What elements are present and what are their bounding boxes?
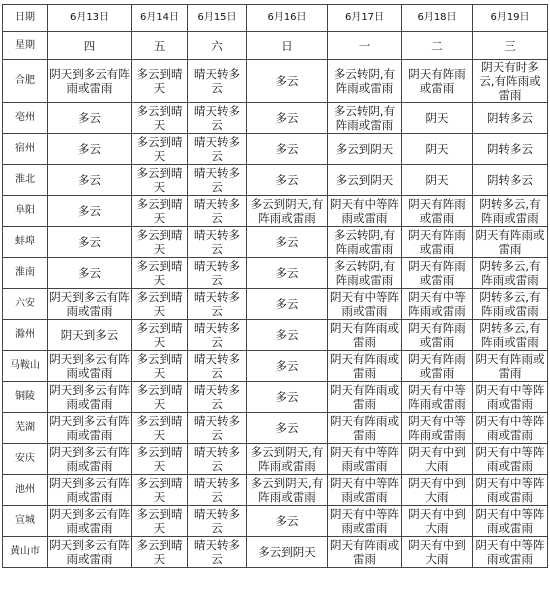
forecast-cell: 晴天转多云: [188, 351, 247, 382]
forecast-cell: 晴天转多云: [188, 320, 247, 351]
forecast-cell: 多云到晴天: [132, 134, 188, 165]
forecast-cell: 阴天有时多云,有阵雨或雷雨: [473, 60, 548, 103]
forecast-cell: 晴天转多云: [188, 165, 247, 196]
weekday-label-cell: 星期: [3, 32, 48, 60]
date-cell: 6月14日: [132, 5, 188, 32]
forecast-cell: 阴转多云: [473, 103, 548, 134]
forecast-cell: 阴天到多云有阵雨或雷雨: [49, 445, 130, 473]
weekday-cell: 五: [132, 32, 188, 60]
forecast-cell: 多云到阴天,有阵雨或雷雨: [247, 444, 328, 475]
forecast-row: [3, 196, 548, 227]
forecast-cell: 阴天: [402, 103, 473, 134]
forecast-cell: 阴天到多云有阵雨或雷雨: [49, 414, 130, 442]
forecast-cell: 阴天有中等阵雨或雷雨: [328, 444, 402, 475]
forecast-cell: 多云到阴天: [328, 165, 402, 196]
forecast-cell: 阴转多云: [473, 165, 548, 196]
weekday-cell: 四: [48, 32, 132, 60]
forecast-cell: 晴天转多云: [188, 475, 247, 506]
forecast-cell: 晴天转多云: [188, 134, 247, 165]
forecast-cell: 多云: [247, 506, 328, 537]
forecast-cell: 多云: [247, 258, 328, 289]
city-name-cell: 宣城: [3, 506, 48, 537]
city-name-cell: 池州: [3, 475, 48, 506]
weekday-cell: 三: [473, 32, 548, 60]
date-cell: 6月13日: [48, 5, 132, 32]
forecast-cell: 多云到晴天: [132, 60, 188, 103]
weekday-cell: 一: [328, 32, 402, 60]
forecast-cell: 阴天有中等阵雨或雷雨: [328, 506, 402, 537]
forecast-cell: 阴天有阵雨或雷雨: [328, 537, 402, 568]
forecast-cell: 阴天有阵雨或雷雨: [328, 351, 402, 382]
forecast-row: [3, 134, 548, 165]
forecast-cell: 阴天到多云有阵雨或雷雨: [49, 383, 130, 411]
forecast-cell: 阴天有阵雨或雷雨: [402, 227, 473, 258]
forecast-cell: 多云: [247, 413, 328, 444]
date-cell: 6月18日: [402, 5, 473, 32]
forecast-cell: 阴天有中等阵雨或雷雨: [328, 289, 402, 320]
forecast-cell: 阴天到多云有阵雨或雷雨: [49, 352, 130, 380]
forecast-cell: 多云到晴天: [132, 413, 188, 444]
forecast-cell: 多云到晴天: [132, 475, 188, 506]
forecast-cell: 多云到阴天,有阵雨或雷雨: [247, 475, 328, 506]
forecast-cell: 多云到晴天: [132, 103, 188, 134]
forecast-row: [3, 537, 548, 568]
forecast-cell: 阴天有中到大雨: [402, 475, 473, 506]
forecast-cell: 多云: [247, 351, 328, 382]
forecast-row: [3, 351, 548, 382]
forecast-cell: 多云: [247, 103, 328, 134]
forecast-cell: 晴天转多云: [188, 60, 247, 103]
forecast-cell: 阴天到多云有阵雨或雷雨: [49, 290, 130, 318]
city-name-cell: 阜阳: [3, 196, 48, 227]
date-cell: 6月16日: [247, 5, 328, 32]
forecast-cell: 阴天有中等阵雨或雷雨: [328, 475, 402, 506]
forecast-cell: 阴天到多云有阵雨或雷雨: [48, 60, 132, 103]
forecast-cell: 阴天有阵雨或雷雨: [328, 382, 402, 413]
forecast-cell: 阴天: [402, 165, 473, 196]
city-name-cell: 淮北: [3, 165, 48, 196]
forecast-cell: 阴天有阵雨或雷雨: [473, 351, 548, 382]
forecast-cell: 阴天有中到大雨: [402, 537, 473, 568]
forecast-cell: 阴转多云: [473, 134, 548, 165]
header-label-cell: 日期: [3, 5, 48, 32]
forecast-row: [3, 165, 548, 196]
forecast-cell: 多云: [247, 320, 328, 351]
forecast-cell: 多云: [247, 382, 328, 413]
city-name-cell: 滁州: [3, 320, 48, 351]
forecast-cell: 阴天有中到大雨: [402, 506, 473, 537]
forecast-cell: 阴转多云,有阵雨或雷雨: [473, 258, 548, 289]
city-name-cell: 亳州: [3, 103, 48, 134]
header-row: [3, 5, 548, 32]
forecast-cell: 多云到晴天: [132, 351, 188, 382]
forecast-cell: 多云到晴天: [132, 506, 188, 537]
forecast-cell: 多云: [247, 165, 328, 196]
forecast-row: [3, 258, 548, 289]
forecast-cell: 晴天转多云: [188, 258, 247, 289]
forecast-cell: 阴天: [402, 134, 473, 165]
forecast-cell: 多云到晴天: [132, 196, 188, 227]
forecast-cell: 多云到晴天: [132, 227, 188, 258]
date-cell: 6月17日: [328, 5, 402, 32]
forecast-cell: 晴天转多云: [188, 506, 247, 537]
forecast-cell: 阴天有中到大雨: [402, 444, 473, 475]
forecast-cell: 阴天有中等阵雨或雷雨: [402, 382, 473, 413]
forecast-cell: 阴天有中等阵雨或雷雨: [473, 413, 548, 444]
forecast-cell: 阴天有中等阵雨或雷雨: [473, 506, 548, 537]
forecast-cell: 多云: [48, 134, 132, 165]
forecast-cell: 多云转阴,有阵雨或雷雨: [328, 258, 402, 289]
forecast-cell: 多云: [48, 196, 132, 227]
forecast-cell: 多云: [48, 258, 132, 289]
city-name-cell: 蚌埠: [3, 227, 48, 258]
city-name-cell: 铜陵: [3, 382, 48, 413]
forecast-cell: 多云到晴天: [132, 320, 188, 351]
forecast-cell: 阴转多云,有阵雨或雷雨: [473, 320, 548, 351]
forecast-cell: 阴天有中等阵雨或雷雨: [402, 413, 473, 444]
city-name-cell: 芜湖: [3, 413, 48, 444]
weekday-cell: 六: [188, 32, 247, 60]
forecast-cell: 多云到晴天: [132, 382, 188, 413]
forecast-cell: 多云到阴天,有阵雨或雷雨: [247, 196, 328, 227]
weekday-cell: 二: [402, 32, 473, 60]
forecast-cell: 多云到晴天: [132, 444, 188, 475]
forecast-row: [3, 444, 548, 475]
city-name-cell: 宿州: [3, 134, 48, 165]
forecast-cell: 多云到晴天: [132, 289, 188, 320]
forecast-cell: 多云转阴,有阵雨或雷雨: [328, 60, 402, 103]
weekday-row: [3, 32, 548, 60]
forecast-cell: 阴天有中等阵雨或雷雨: [473, 475, 548, 506]
city-name-cell: 六安: [3, 289, 48, 320]
forecast-cell: 阴天到多云有阵雨或雷雨: [49, 507, 130, 535]
forecast-row: [3, 320, 548, 351]
forecast-cell: 阴天有阵雨或雷雨: [402, 351, 473, 382]
forecast-cell: 阴天有中等阵雨或雷雨: [473, 537, 548, 568]
forecast-cell: 阴天有中等阵雨或雷雨: [473, 382, 548, 413]
forecast-cell: 多云转阴,有阵雨或雷雨: [328, 103, 402, 134]
forecast-cell: 阴天有中等阵雨或雷雨: [328, 196, 402, 227]
weather-forecast-table: [2, 4, 548, 568]
forecast-cell: 晴天转多云: [188, 196, 247, 227]
city-name-cell: 马鞍山: [3, 351, 48, 382]
forecast-cell: 多云到阴天: [247, 537, 328, 568]
forecast-cell: 多云: [247, 134, 328, 165]
forecast-cell: 阴天有中等阵雨或雷雨: [473, 444, 548, 475]
forecast-cell: 多云: [48, 103, 132, 134]
forecast-row: [3, 60, 548, 103]
forecast-row: [3, 475, 548, 506]
forecast-cell: 多云到晴天: [132, 537, 188, 568]
forecast-cell: 阴天有阵雨或雷雨: [473, 227, 548, 258]
forecast-cell: 阴天有阵雨或雷雨: [402, 320, 473, 351]
forecast-cell: 晴天转多云: [188, 227, 247, 258]
forecast-cell: 阴天到多云: [48, 320, 132, 351]
forecast-cell: 晴天转多云: [188, 103, 247, 134]
forecast-cell: 多云: [247, 289, 328, 320]
forecast-cell: 多云到晴天: [132, 258, 188, 289]
forecast-row: [3, 227, 548, 258]
city-name-cell: 合肥: [3, 60, 48, 103]
forecast-table-wrapper: [2, 4, 547, 568]
forecast-cell: 阴天有阵雨或雷雨: [402, 258, 473, 289]
forecast-cell: 阴天有阵雨或雷雨: [402, 60, 473, 103]
date-cell: 6月15日: [188, 5, 247, 32]
forecast-cell: 多云: [247, 227, 328, 258]
forecast-row: [3, 103, 548, 134]
city-name-cell: 黄山市: [3, 537, 48, 568]
forecast-cell: 阴天有中等阵雨或雷雨: [402, 289, 473, 320]
forecast-cell: 阴天到多云有阵雨或雷雨: [49, 538, 130, 566]
forecast-row: [3, 413, 548, 444]
forecast-cell: 多云到阴天: [328, 134, 402, 165]
city-name-cell: 淮南: [3, 258, 48, 289]
forecast-cell: 阴转多云,有阵雨或雷雨: [473, 289, 548, 320]
forecast-cell: 阴天有阵雨或雷雨: [328, 413, 402, 444]
forecast-cell: 晴天转多云: [188, 444, 247, 475]
date-cell: 6月19日: [473, 5, 548, 32]
forecast-cell: 多云: [48, 227, 132, 258]
forecast-cell: 多云到晴天: [132, 165, 188, 196]
city-name-cell: 安庆: [3, 444, 48, 475]
forecast-row: [3, 506, 548, 537]
forecast-cell: 阴天有阵雨或雷雨: [328, 320, 402, 351]
forecast-row: [3, 382, 548, 413]
forecast-cell: 晴天转多云: [188, 413, 247, 444]
forecast-cell: 阴天有阵雨或雷雨: [402, 196, 473, 227]
forecast-cell: 晴天转多云: [188, 289, 247, 320]
weekday-cell: 日: [247, 32, 328, 60]
forecast-row: [3, 289, 548, 320]
forecast-cell: 阴转多云,有阵雨或雷雨: [473, 196, 548, 227]
forecast-cell: 晴天转多云: [188, 537, 247, 568]
forecast-cell: 多云转阴,有阵雨或雷雨: [328, 227, 402, 258]
forecast-cell: 阴天到多云有阵雨或雷雨: [49, 476, 130, 504]
forecast-cell: 多云: [247, 60, 328, 103]
forecast-cell: 晴天转多云: [188, 382, 247, 413]
forecast-cell: 多云: [48, 165, 132, 196]
